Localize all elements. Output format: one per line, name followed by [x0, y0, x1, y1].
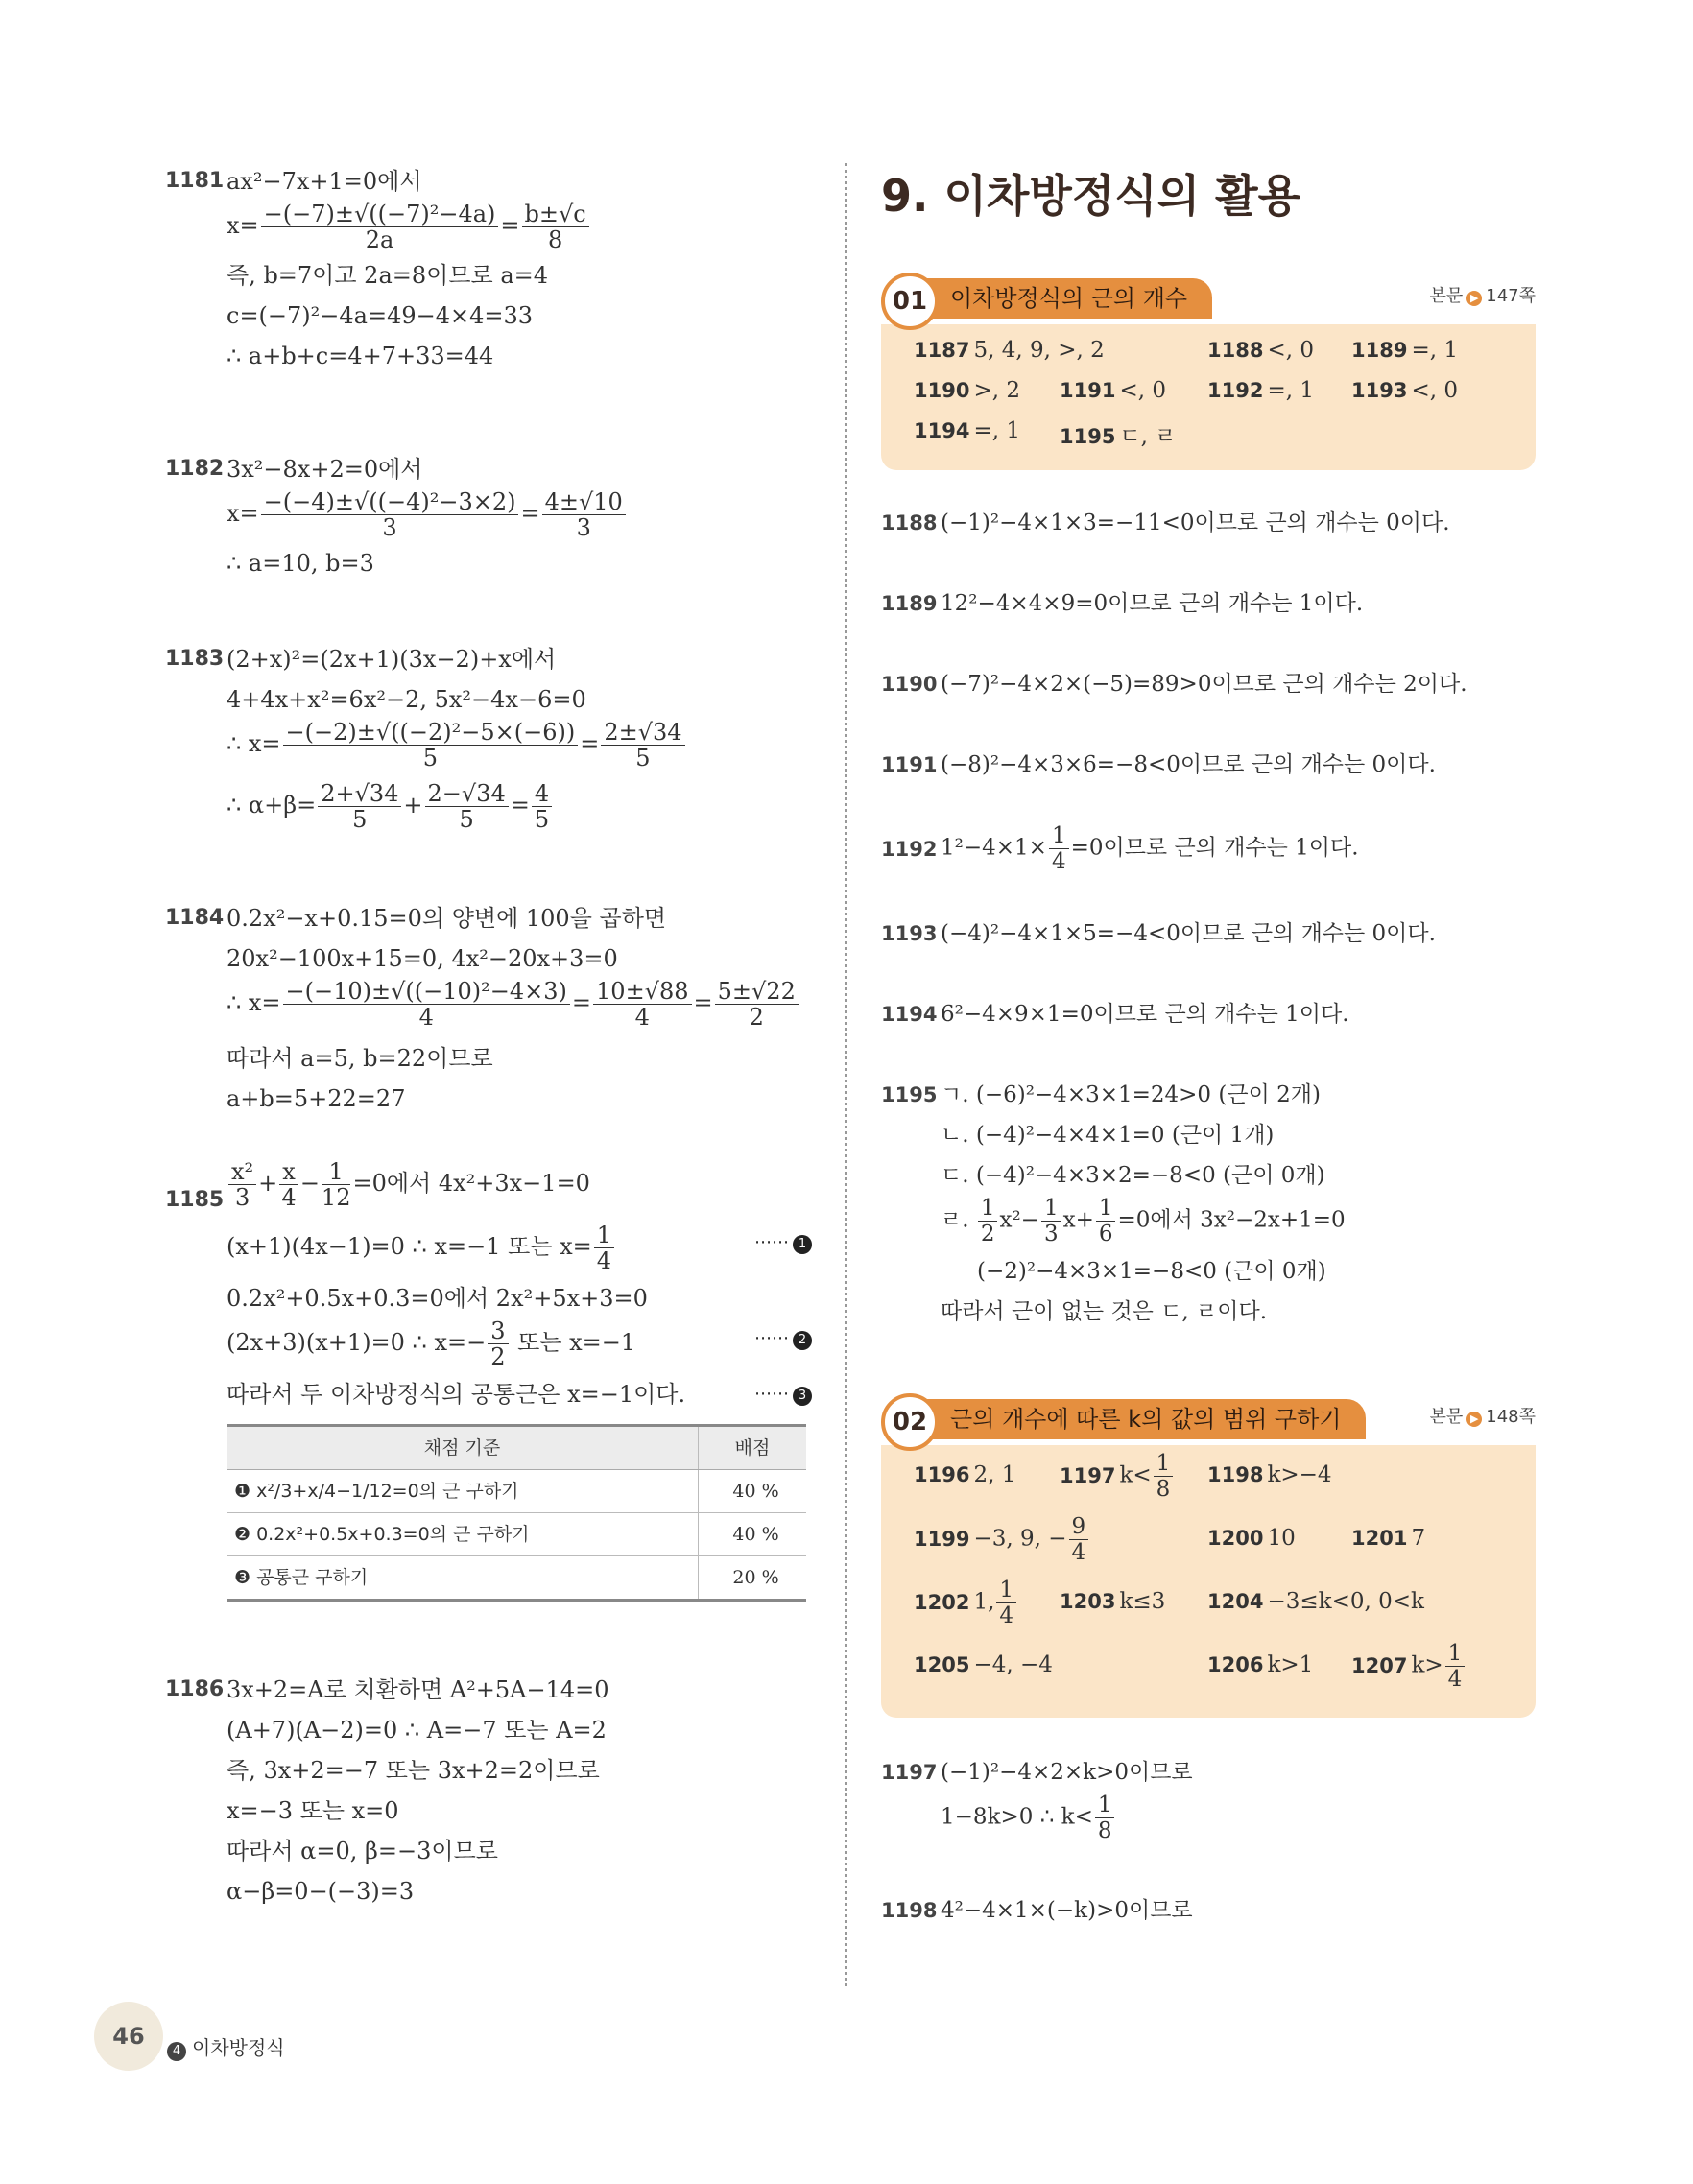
answer-item: 1197 k< $\frac{1}{8}$ — [1060, 1451, 1175, 1502]
arrow-icon: ▶ — [1466, 1412, 1482, 1427]
solution-1188 — [881, 503, 1536, 543]
problem-number: 1183 — [165, 647, 225, 671]
answer-item: 1202 1, $\frac{1}{4}$ — [914, 1578, 1018, 1628]
solution-line: 0.2x²+0.5x+0.3=0에서 2x²+5x+3=0 — [227, 1285, 648, 1312]
step-marker: ⋯⋯ 2 — [754, 1318, 812, 1359]
problem-number: 1181 — [165, 169, 225, 193]
answer-item: 1203 k≤3 — [1060, 1589, 1166, 1614]
solution-1192 — [881, 823, 1536, 877]
solution-1190 — [881, 664, 1536, 704]
answer-item: 1194 =, 1 — [914, 418, 1020, 443]
section-number: 02 — [881, 1393, 939, 1451]
solution-line: 따라서 a=5, b=22이므로 — [227, 1045, 493, 1072]
answer-item: 1190 >, 2 — [914, 378, 1020, 403]
solution-line: ∴ a=10, b=3 — [227, 550, 374, 577]
section-title: 근의 개수에 따른 k의 값의 범위 구하기 — [910, 1399, 1366, 1439]
step-marker: ⋯⋯ 1 — [754, 1223, 812, 1263]
answer-item: 1188 <, 0 — [1207, 338, 1314, 363]
arrow-icon: ▶ — [1466, 291, 1482, 306]
solution-line: α−β=0−(−3)=3 — [227, 1878, 415, 1905]
solution-line: 따라서 근이 없는 것은 ㄷ, ㄹ이다. — [941, 1299, 1268, 1324]
chapter-number-badge: 4 — [167, 2042, 186, 2061]
table-row: ❸ 공통근 구하기 20 % — [227, 1556, 806, 1601]
problem-number: 1190 — [881, 673, 938, 696]
right-column — [881, 161, 1536, 1931]
page-number: 46 — [94, 2002, 163, 2071]
solution-line: ㄹ. $\frac{1}{2}$ x²− $\frac{1}{3}$ x+ $\frac{1}{6}$ =0에서 3x²−2x+1=0 — [941, 1196, 1346, 1246]
answer-item: 1196 2, 1 — [914, 1462, 1016, 1487]
answer-item: 1201 7 — [1351, 1526, 1426, 1551]
solution-line: ㄴ. (−4)²−4×4×1=0 (근이 1개) — [941, 1123, 1275, 1148]
answer-item: 1199 −3, 9, − $\frac{9}{4}$ — [914, 1514, 1090, 1565]
problem-1184 — [165, 898, 818, 1159]
problem-number: 1186 — [165, 1677, 225, 1701]
solution-line: ax²−7x+1=0에서 — [227, 168, 422, 195]
solution-line: 12²−4×4×9=0이므로 근의 개수는 1이다. — [941, 591, 1364, 616]
left-column — [165, 161, 818, 1919]
solution-line: ∴ x= $\frac{\text{−(−2)±√((−2)²−5×(−6))}}{5}$ = $\frac{2\pm√34}{5}$ — [227, 720, 818, 781]
solution-line: 20x²−100x+15=0, 4x²−20x+3=0 — [227, 945, 618, 972]
solution-line: 따라서 α=0, β=−3이므로 — [227, 1838, 498, 1864]
solution-line: 1²−4×1× $\frac{1}{4}$ =0이므로 근의 개수는 1이다. — [941, 823, 1359, 874]
solution-line: (−2)²−4×3×1=−8<0 (근이 0개) — [977, 1259, 1326, 1284]
solution-line: 1−8k>0 ∴ k< $\frac{1}{8}$ — [941, 1792, 1536, 1850]
problem-number: 1195 — [881, 1083, 938, 1106]
answer-item: 1198 k>−4 — [1207, 1462, 1332, 1487]
problem-number: 1188 — [881, 511, 938, 534]
solution-1194 — [881, 994, 1536, 1034]
problem-1186 — [165, 1670, 818, 1919]
answer-item: 1204 −3≤k<0, 0<k — [1207, 1589, 1424, 1614]
answer-box — [881, 324, 1536, 470]
page-reference: 본문 ▶ 148쪽 — [1429, 1407, 1536, 1427]
solution-line: 6²−4×9×1=0이므로 근의 개수는 1이다. — [941, 1002, 1349, 1027]
solution-1198 — [881, 1890, 1536, 1931]
solution-line: x=−3 또는 x=0 — [227, 1797, 399, 1824]
problem-number: 1198 — [881, 1899, 938, 1922]
problem-1181 — [165, 161, 818, 449]
solution-line: (2+x)²=(2x+1)(3x−2)+x에서 — [227, 646, 557, 673]
table-header: 배점 — [699, 1426, 807, 1470]
solution-line: (−1)²−4×1×3=−11<0이므로 근의 개수는 0이다. — [941, 510, 1450, 535]
page-footer — [94, 2002, 285, 2071]
solution-line: ∴ α+β= $\frac{2+√34}{5}$ + $\frac{2-√34}{5}$ = $\frac{4}{5}$ — [227, 781, 818, 843]
solution-line: 4²−4×1×(−k)>0이므로 — [941, 1898, 1193, 1923]
scoring-table — [227, 1424, 806, 1602]
table-row: ❷ 0.2x²+0.5x+0.3=0의 근 구하기 40 % — [227, 1513, 806, 1556]
page-reference: 본문 ▶ 147쪽 — [1429, 286, 1536, 306]
solution-1197 — [881, 1752, 1536, 1850]
solution-line: $\frac{\text{x²}}{3}$ + $\frac{x}{4}$ − $\frac{1}{12}$ =0에서 4x²+3x−1=0 — [227, 1159, 818, 1223]
chapter-title: 9. 이차방정식의 활용 — [881, 170, 1300, 222]
solution-line: c=(−7)²−4a=49−4×4=33 — [227, 302, 534, 329]
problem-number: 1189 — [881, 592, 938, 615]
answer-item: 1206 k>1 — [1207, 1652, 1314, 1677]
solution-line: x= $\frac{\text{−(−7)±√((−7)²−4a)}}{2a}$ = $\frac{b\pm√c}{8}$ — [227, 202, 818, 255]
column-divider — [845, 163, 847, 1986]
problem-1185 — [165, 1159, 818, 1670]
problem-number: 1194 — [881, 1003, 938, 1026]
problem-1182 — [165, 449, 818, 639]
solution-line: (A+7)(A−2)=0 ∴ A=−7 또는 A=2 — [227, 1717, 607, 1744]
problem-number: 1192 — [881, 838, 938, 861]
solution-line: 4+4x+x²=6x²−2, 5x²−4x−6=0 — [227, 686, 586, 713]
answer-item: 1200 10 — [1207, 1526, 1296, 1551]
problem-1183 — [165, 639, 818, 898]
answer-item: 1205 −4, −4 — [914, 1652, 1053, 1677]
table-row: ❶ x²/3+x/4−1/12=0의 근 구하기 40 % — [227, 1470, 806, 1513]
solution-line: 0.2x²−x+0.15=0의 양변에 100을 곱하면 — [227, 905, 667, 932]
solution-line: 즉, 3x+2=−7 또는 3x+2=2이므로 — [227, 1757, 600, 1784]
solution-line: (−1)²−4×2×k>0이므로 — [941, 1760, 1193, 1785]
table-header: 채점 기준 — [227, 1426, 699, 1470]
step-marker: ⋯⋯ 3 — [754, 1374, 812, 1414]
solution-line: (−8)²−4×3×6=−8<0이므로 근의 개수는 0이다. — [941, 752, 1436, 777]
section-number: 01 — [881, 273, 939, 330]
answer-item: 1193 <, 0 — [1351, 378, 1458, 403]
problem-number: 1197 — [881, 1761, 938, 1784]
problem-number: 1185 — [165, 1188, 225, 1212]
solution-line: (−4)²−4×1×5=−4<0이므로 근의 개수는 0이다. — [941, 921, 1436, 946]
problem-number: 1191 — [881, 753, 938, 776]
solution-line: (2x+3)(x+1)=0 ∴ x=− $\frac{3}{2}$ 또는 x=−1 ⋯⋯ 2 — [227, 1318, 818, 1374]
answer-item: 1192 =, 1 — [1207, 378, 1314, 403]
answer-item: 1187 5, 4, 9, >, 2 — [914, 338, 1105, 363]
solution-line: x= $\frac{\text{−(−4)±√((−4)²−3×2)}}{3}$ = $\frac{4\pm√10}{3}$ — [227, 489, 818, 543]
solution-line: ㄷ. (−4)²−4×3×2=−8<0 (근이 0개) — [941, 1163, 1325, 1188]
chapter-label: 4 이차방정식 — [167, 2032, 285, 2061]
answer-item: 1195 ㄷ, ㄹ — [1060, 424, 1177, 449]
problem-number: 1184 — [165, 906, 225, 930]
solution-line: 따라서 두 이차방정식의 공통근은 x=−1이다. ⋯⋯ 3 — [227, 1374, 818, 1414]
solution-line: a+b=5+22=27 — [227, 1085, 406, 1112]
solution-line: (x+1)(4x−1)=0 ∴ x=−1 또는 x= $\frac{1}{4}$ ⋯⋯ 1 — [227, 1223, 818, 1278]
answer-item: 1189 =, 1 — [1351, 338, 1458, 363]
solution-1195 — [881, 1075, 1536, 1332]
problem-number: 1193 — [881, 922, 938, 945]
answer-box — [881, 1445, 1536, 1718]
solution-line: ∴ x= $\frac{\text{−(−10)±√((−10)²−4×3)}}{4}$ = $\frac{10\pm√88}{4}$ = $\frac{5\pm√22}{2}$ — [227, 979, 818, 1038]
answer-item: 1191 <, 0 — [1060, 378, 1166, 403]
solution-line: 3x²−8x+2=0에서 — [227, 456, 423, 483]
solution-line: (−7)²−4×2×(−5)=89>0이므로 근의 개수는 2이다. — [941, 672, 1467, 697]
section-title: 이차방정식의 근의 개수 — [910, 278, 1212, 319]
solution-line: 3x+2=A로 치환하면 A²+5A−14=0 — [227, 1676, 609, 1703]
solution-1193 — [881, 914, 1536, 954]
solution-1189 — [881, 583, 1536, 624]
solution-line: ㄱ. (−6)²−4×3×1=24>0 (근이 2개) — [941, 1082, 1321, 1107]
section-header-01 — [881, 271, 1536, 324]
solution-line: 즉, b=7이고 2a=8이므로 a=4 — [227, 262, 549, 289]
problem-number: 1182 — [165, 457, 225, 481]
answer-item: 1207 k> $\frac{1}{4}$ — [1351, 1641, 1466, 1692]
solution-1191 — [881, 745, 1536, 785]
section-header-02 — [881, 1391, 1536, 1445]
solution-line: ∴ a+b+c=4+7+33=44 — [227, 343, 494, 369]
